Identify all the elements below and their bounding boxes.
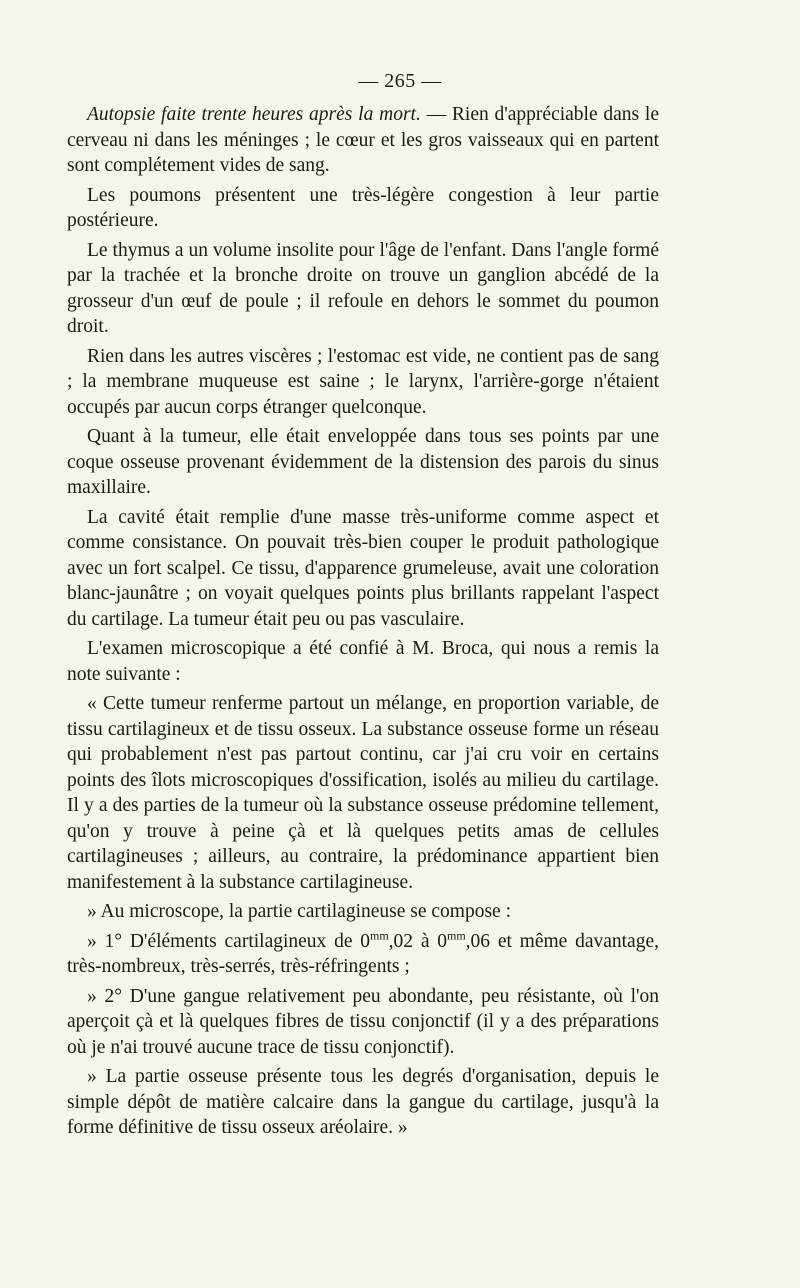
autopsy-text: — Rien d'appréciable dans le cerveau ni dans les méninges ; le cœur et les gros vaisseaux qui en partent sont complétement vides de sang. — [67, 104, 659, 176]
body-text — [67, 102, 659, 1145]
paragraph-thymus: Le thymus a un volume insolite pour l'âge de l'enfant. Dans l'angle formé par la trachée et la bronche droite on trouve un ganglion abcédé de la grosseur d'un œuf de poule ; il refoule en dehors le sommet du poumon droit. — [67, 239, 659, 337]
unit-superscript-1: mm — [370, 928, 389, 942]
paragraph-microscope-intro: » Au microscope, la partie cartilagineuse se compose : — [87, 901, 511, 922]
item-1-text-before: » 1° D'éléments cartilagineux de 0 — [87, 930, 370, 952]
paragraph-autopsy — [67, 102, 659, 179]
unit-superscript-2: mm — [447, 928, 466, 942]
paragraph-item-1 — [67, 929, 659, 980]
paragraph-broca-note: « Cette tumeur renferme partout un mélange, en proportion variable, de tissu cartilagineux et de tissu osseux. La substance osseuse forme un réseau qui probablement n'est pas partout continu, car j'ai cru voir en certains points des îlots microscopiques d'ossification, isolés au milieu du cartilage. Il y a des parties de la tumeur où la substance osseuse prédomine tellement, qu'on y trouve à peine çà et là quelques petits amas de cellules cartilagineuses ; ailleurs, au contraire, la prédominance appartient bien manifestement à la substance cartilagineuse. — [67, 693, 659, 893]
page-number: — 265 — — [358, 70, 442, 92]
autopsy-heading: Autopsie faite trente heures après la mort. — [87, 104, 421, 125]
paragraph-cavity: La cavité était remplie d'une masse très-uniforme comme aspect et comme consistance. On pouvait très-bien couper le produit pathologique avec un fort scalpel. Ce tissu, d'apparence grumeleuse, avait une coloration blanc-jaunâtre ; on voyait quelques points plus brillants rappelant l'aspect du cartilage. La tumeur était peu ou pas vasculaire. — [67, 506, 659, 630]
paragraph-item-2: » 2° D'une gangue relativement peu abondante, peu résistante, où l'on aperçoit çà et là quelques fibres de tissu conjonctif (il y a des préparations où je n'ai trouvé aucune trace de tissu conjonctif). — [67, 985, 659, 1058]
paragraph-bone-part: » La partie osseuse présente tous les degrés d'organisation, depuis le simple dépôt de matière calcaire dans la gangue du cartilage, jusqu'à la forme définitive de tissu osseux aréolaire. » — [67, 1066, 659, 1138]
paragraph-viscera: Rien dans les autres viscères ; l'estomac est vide, ne contient pas de sang ; la membrane muqueuse est saine ; le larynx, l'arrière-gorge n'étaient occupés par aucun corps étranger quelconque. — [67, 345, 659, 418]
paragraph-microscopic-exam: L'examen microscopique a été confié à M. Broca, qui nous a remis la note suivante : — [67, 638, 659, 685]
paragraph-lungs: Les poumons présentent une très-légère congestion à leur partie postérieure. — [67, 184, 659, 231]
item-1-text-middle: ,02 à 0 — [388, 930, 447, 952]
paragraph-tumor: Quant à la tumeur, elle était enveloppée dans tous ses points par une coque osseuse provenant évidemment de la distension des parois du sinus maxillaire. — [67, 426, 659, 498]
item-1-text-after: ,06 et même davantage, très-nombreux, très-serrés, très-réfringents ; — [67, 930, 659, 977]
